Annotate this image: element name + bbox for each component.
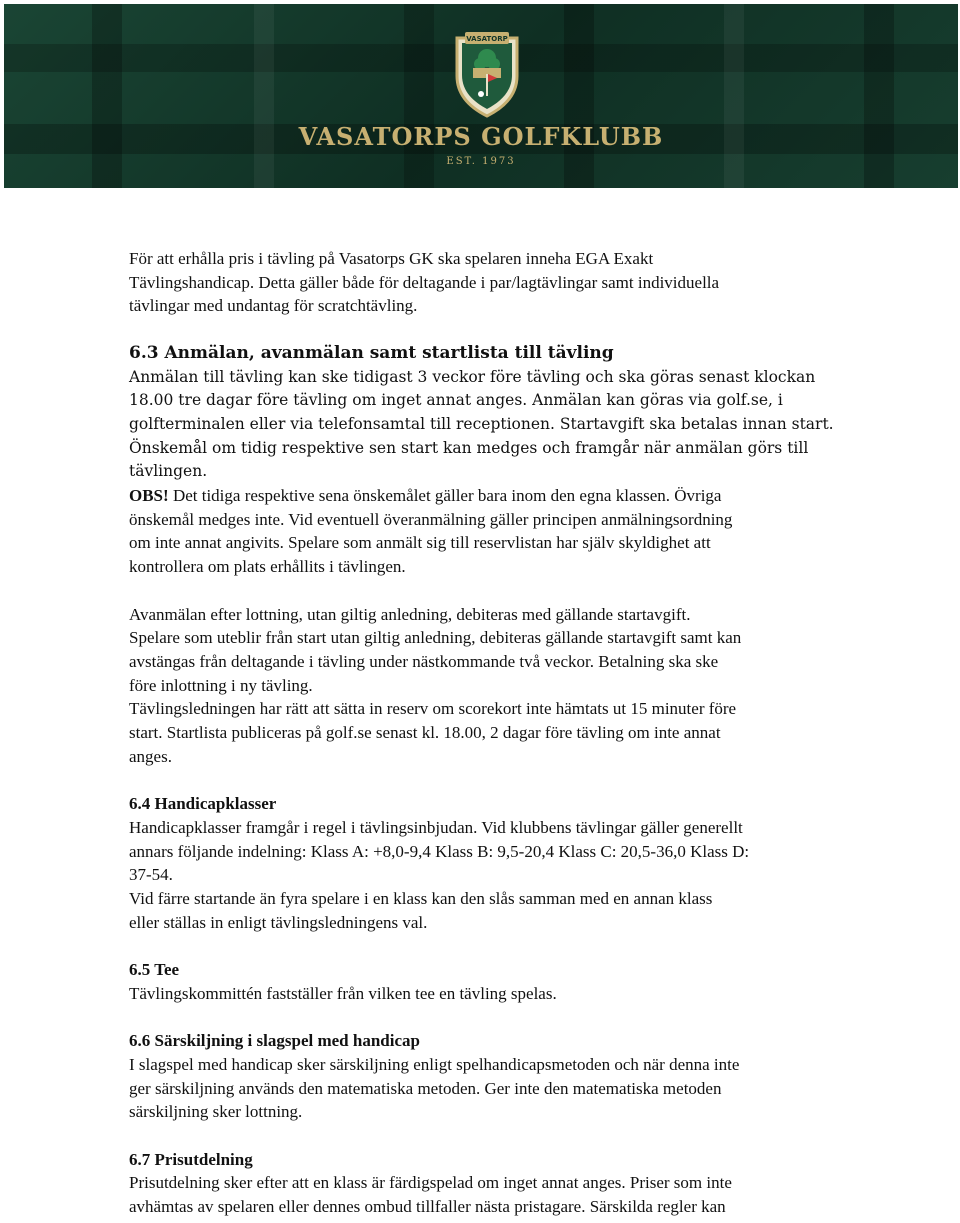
header-banner bbox=[4, 4, 958, 188]
intro-paragraph bbox=[129, 247, 929, 318]
obs-label: OBS! bbox=[129, 486, 169, 506]
established-year: EST. 1973 bbox=[446, 156, 516, 167]
text-line: före inlottning i ny tävling. bbox=[129, 675, 313, 695]
text-line: avhämtas av spelaren eller dennes ombud tillfaller nästa pristagare. Särskilda regler kan bbox=[129, 1197, 726, 1217]
text-line: eller ställas in enligt tävlingsledningens val. bbox=[129, 912, 428, 932]
text-line bbox=[129, 484, 929, 508]
text-line: kontrollera om plats erhållits i tävlingen. bbox=[129, 557, 406, 577]
text-line: anges. bbox=[129, 746, 172, 766]
section-6-6-body bbox=[129, 1053, 929, 1124]
text-line: För att erhålla pris i tävling på Vasatorps GK ska spelaren inneha EGA Exakt bbox=[129, 249, 654, 268]
section-heading-6-5: 6.5 Tee bbox=[129, 960, 180, 980]
text-line: Spelare som uteblir från start utan giltig anledning, debiteras gällande startavgift samt kan bbox=[129, 628, 742, 648]
text-line: Vid färre startande än fyra spelare i en klass kan den slås samman med en annan klass bbox=[129, 888, 713, 908]
text-line: start. Startlista publiceras på golf.se senast kl. 18.00, 2 dagar före tävling om inte annat bbox=[129, 723, 721, 743]
text-line: särskiljning sker lottning. bbox=[129, 1102, 303, 1122]
club-name: VASATORPS GOLFKLUBB bbox=[298, 122, 664, 151]
text-line: Prisutdelning sker efter att en klass är färdigspelad om inget annat anges. Priser som inte bbox=[129, 1173, 732, 1193]
text-line: 18.00 tre dagar före tävling om inget annat anges. Anmälan kan göras via golf.se, i bbox=[129, 391, 783, 410]
text-line: 37-54. bbox=[129, 865, 173, 885]
text-line: avstängas från deltagande i tävling under nästkommande två veckor. Betalning ska ske bbox=[129, 651, 719, 671]
section-6-7-body bbox=[129, 1171, 929, 1218]
text-line: I slagspel med handicap sker särskiljning enligt spelhandicapsmetoden och när denna inte bbox=[129, 1054, 740, 1074]
section-heading-6-6: 6.6 Särskiljning i slagspel med handicap bbox=[129, 1031, 420, 1051]
text-line: Handicapklasser framgår i regel i tävlingsinbjudan. Vid klubbens tävlingar gäller generellt bbox=[129, 817, 743, 837]
section-6-5-body bbox=[129, 982, 929, 1006]
text-line: ger särskiljning används den matematiska metoden. Ger inte den matematiska metoden bbox=[129, 1078, 722, 1098]
text-line: om inte annat angivits. Spelare som anmält sig till reservlistan har själv skyldighet att bbox=[129, 533, 711, 553]
obs-text: Det tidiga respektive sena önskemålet gäller bara inom den egna klassen. Övriga bbox=[168, 486, 722, 506]
text-line: tävlingar med undantag för scratchtävling. bbox=[129, 296, 418, 316]
section-heading-6-4: 6.4 Handicapklasser bbox=[129, 794, 277, 814]
text-line: önskemål medges inte. Vid eventuell överanmälning gäller principen anmälningsordning bbox=[129, 509, 733, 529]
text-line: tävlingen. bbox=[129, 462, 208, 481]
section-heading-6-7: 6.7 Prisutdelning bbox=[129, 1149, 253, 1169]
text-line: annars följande indelning: Klass A: +8,0-9,4 Klass B: 9,5-20,4 Klass C: 20,5-36,0 Klass D: bbox=[129, 841, 750, 861]
club-crest-logo bbox=[451, 30, 523, 118]
text-line: Tävlingsledningen har rätt att sätta in reserv om scorekort inte hämtats ut 15 minuter före bbox=[129, 699, 737, 719]
section-6-4-body bbox=[129, 816, 929, 935]
text-line: golfterminalen eller via telefonsamtal till receptionen. Startavgift ska betalas innan start. bbox=[129, 414, 834, 433]
section-heading-6-3: 6.3 Anmälan, avanmälan samt startlista till tävling bbox=[129, 342, 614, 363]
section-6-3-body bbox=[129, 366, 929, 485]
crest-text: VASATORP bbox=[466, 35, 508, 43]
text-line: Avanmälan efter lottning, utan giltig anledning, debiteras med gällande startavgift. bbox=[129, 604, 691, 624]
text-line: Tävlingskommittén fastställer från vilken tee en tävling spelas. bbox=[129, 983, 557, 1003]
text-line: Önskemål om tidig respektive sen start kan medges och framgår när anmälan görs till bbox=[129, 438, 809, 457]
withdrawal-paragraph bbox=[129, 603, 929, 769]
text-line: Anmälan till tävling kan ske tidigast 3 veckor före tävling och ska göras senast klockan bbox=[129, 367, 816, 386]
obs-paragraph bbox=[129, 484, 929, 579]
text-line: Tävlingshandicap. Detta gäller både för deltagande i par/lagtävlingar samt individuella bbox=[129, 272, 720, 292]
document-body bbox=[129, 247, 929, 1219]
